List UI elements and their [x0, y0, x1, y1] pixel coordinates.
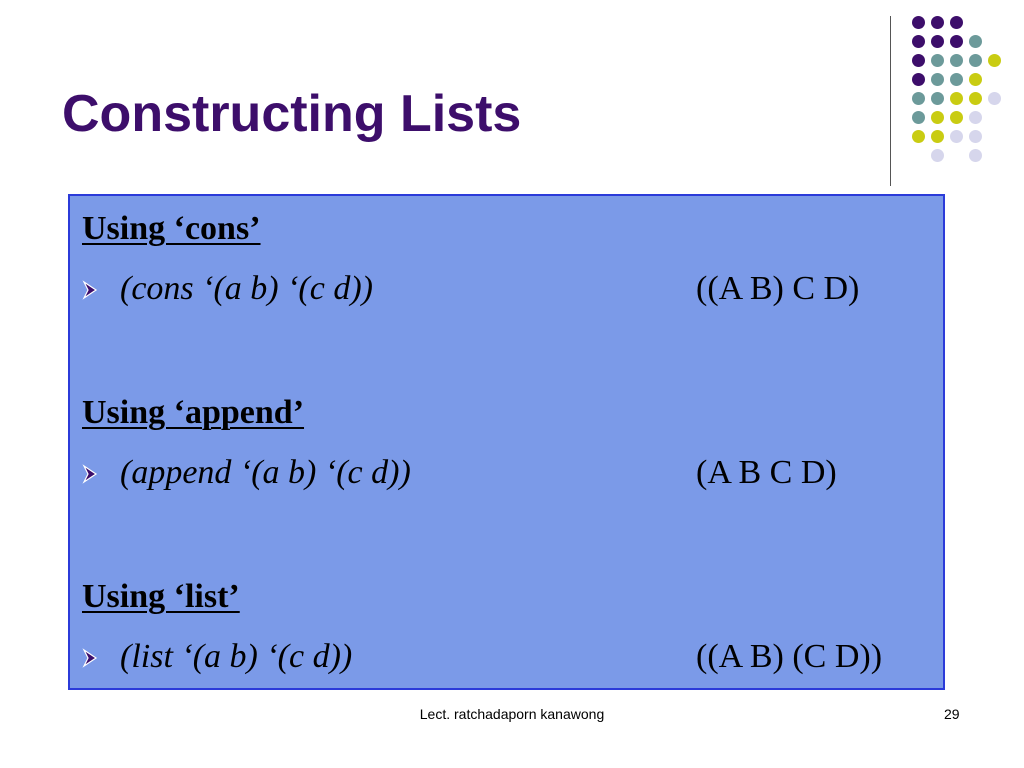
decoration-dot	[931, 73, 944, 86]
decoration-dot	[931, 54, 944, 67]
decoration-dot	[969, 149, 982, 162]
decoration-dot	[912, 54, 925, 67]
decoration-dot	[969, 54, 982, 67]
decoration-dot	[950, 35, 963, 48]
decoration-dot	[969, 111, 982, 124]
section-heading-list: Using ‘list’	[82, 578, 240, 615]
decoration-dot	[931, 35, 944, 48]
bullet-item-cons	[82, 270, 932, 310]
decoration-dot	[931, 16, 944, 29]
decoration-dot	[912, 73, 925, 86]
decoration-dot	[969, 130, 982, 143]
decoration-dot	[969, 92, 982, 105]
section-heading-cons: Using ‘cons’	[82, 210, 261, 247]
expression-list: (list ‘(a b) ‘(c d))	[120, 638, 353, 675]
footer-author: Lect. ratchadaporn kanawong	[419, 706, 605, 722]
result-list: ((A B) (C D))	[696, 638, 883, 675]
decoration-dot	[969, 73, 982, 86]
content-box	[68, 194, 945, 690]
decoration-dot	[950, 111, 963, 124]
expression-cons: (cons ‘(a b) ‘(c d))	[120, 270, 373, 307]
result-cons: ((A B) C D)	[696, 270, 860, 307]
decoration-dot	[912, 16, 925, 29]
decoration-dot	[931, 149, 944, 162]
decoration-dot	[988, 92, 1001, 105]
section-heading-append: Using ‘append’	[82, 394, 305, 431]
arrow-bullet-icon	[82, 464, 98, 484]
bullet-item-list	[82, 638, 932, 678]
decoration-dot	[950, 54, 963, 67]
slide-title: Constructing Lists	[62, 85, 522, 143]
bullet-item-append	[82, 454, 932, 494]
decoration-dot	[912, 111, 925, 124]
decoration-dot	[950, 73, 963, 86]
decoration-dot	[988, 54, 1001, 67]
decoration-dot	[912, 92, 925, 105]
expression-append: (append ‘(a b) ‘(c d))	[120, 454, 411, 491]
decoration-dot	[950, 16, 963, 29]
decoration-dot	[931, 111, 944, 124]
decoration-dot	[931, 92, 944, 105]
decoration-dot	[931, 130, 944, 143]
decoration-dot	[950, 130, 963, 143]
result-append: (A B C D)	[696, 454, 837, 491]
decoration-dot	[969, 35, 982, 48]
title-divider-line	[890, 16, 891, 186]
page-number: 29	[944, 706, 960, 722]
decoration-dot	[912, 130, 925, 143]
arrow-bullet-icon	[82, 280, 98, 300]
arrow-bullet-icon	[82, 648, 98, 668]
decoration-dot	[950, 92, 963, 105]
decoration-dot	[912, 35, 925, 48]
